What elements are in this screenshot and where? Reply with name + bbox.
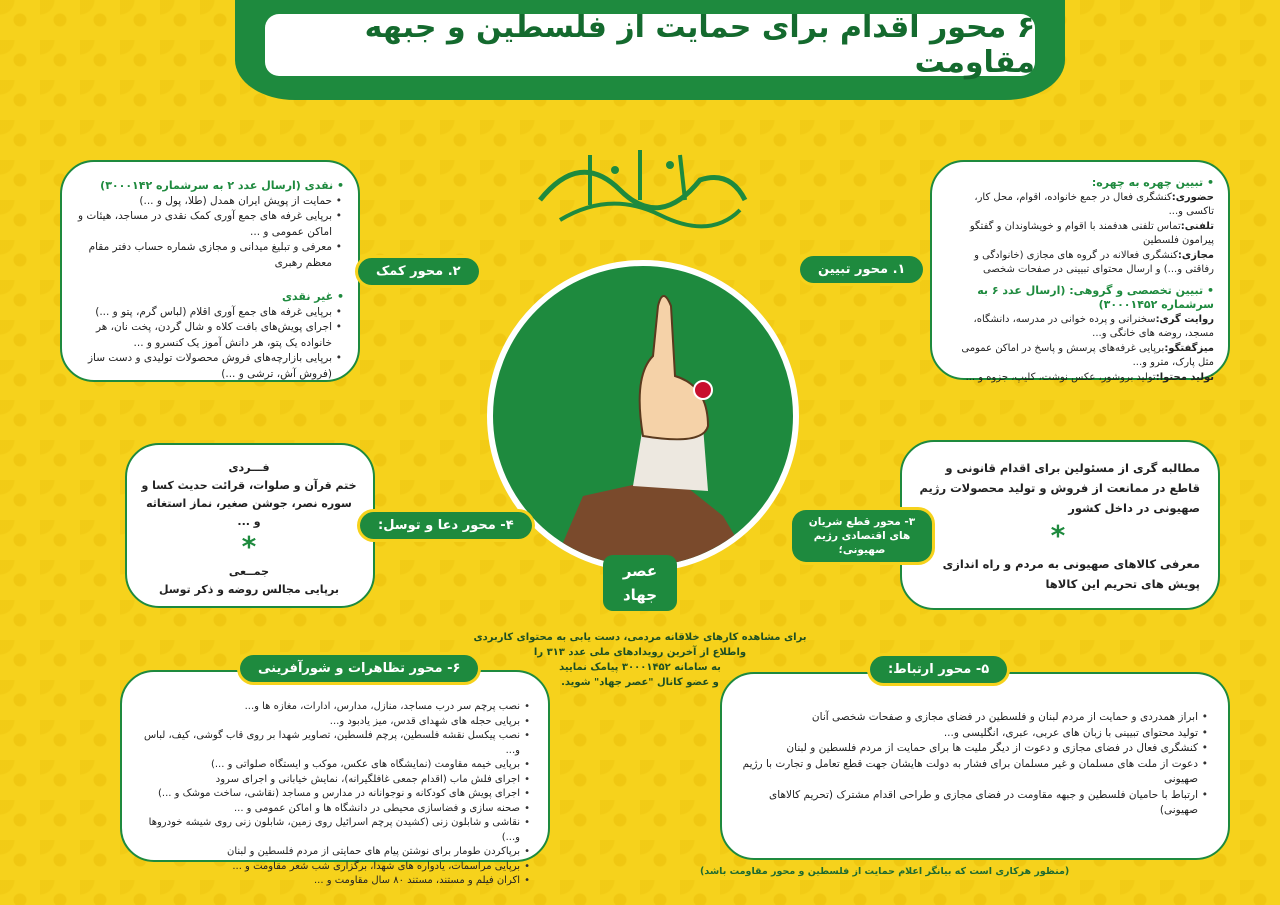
list-item: • نصب پیکسل نقشه فلسطین، پرچم فلسطین، تصاویر شهدا بر روی قاب گوشی، کیف، لباس و... [134,729,520,758]
axis4-heading-2: جمــعی [228,565,270,578]
center-text-line: و عضو کانال "عصر جهاد" شوید. [561,677,719,688]
list-item: • اجرای پویش‌های بافت کلاه و شال گردن، پخت نان، هر خانواده یک پتو، هر دانش آموز یک کنسرو و ... [74,320,332,351]
title-panel [265,10,1035,80]
list-item: • برپاکردن طومار برای نوشتن پیام های حمایتی از مردم فلسطین و لبنان [134,845,520,860]
axis4-box [125,443,375,608]
list-item: • تولید محتوای تبیینی با زبان های عربی، عبری، انگلیسی و... [736,726,1198,742]
axis2-box [60,160,360,382]
center-text-line: به سامانه ۳۰۰۰۱۴۵۲ پیامک نمایید [559,662,721,673]
axis6-box [120,670,550,886]
axis1-heading-2: • تبیین تخصصی و گروهی: (ارسال عدد ۶ به سرشماره ۳۰۰۰۱۴۵۲) [977,283,1214,311]
star-divider: * [1050,519,1066,552]
list-item: • اجرای فلش ماب (اقدام جمعی غافلگیرانه)، نمایش خیابانی و اجرای سرود [134,773,520,788]
list-item: • دعوت از ملت های مسلمان و غیر مسلمان برای فشار به دولت هایشان جهت قطع تعامل و تجارت با رژیم صهیونی [736,757,1198,788]
center-circle [487,260,799,572]
axis1-row: تلفنی:تماس تلفنی هدفمند با اقوام و خویشاوندان و گفتگو پیرامون فلسطین [969,220,1214,246]
axis4-heading-1: فـــردی [228,461,270,474]
logo-line-1: عصر [622,562,658,580]
logo-line-2: جهاد [622,586,658,604]
axis1-row: حضوری:کنشگری فعال در جمع خانواده، اقوام، محل کار، تاکسی و... [974,191,1214,217]
axis1-row: تولید محتوا:تولید بروشور، عکس نوشت، کلیپ، جزوه و ... [965,371,1214,383]
list-item: • معرفی و تبلیغ میدانی و مجازی شماره حساب دفتر مقام معظم رهبری [74,240,332,271]
list-item: • ابراز همدردی و حمایت از مردم لبنان و فلسطین در فضای مجازی و صفحات شخصی آنان [736,710,1198,726]
center-text-line: واطلاع از آخرین رویدادهای ملی عدد ۳۱۳ را [533,647,747,658]
list-item: • برپایی خیمه مقاومت (نمایشگاه های عکس، موکب و ایستگاه صلواتی و ...) [134,758,520,773]
axis1-row: میزگفتگو:برپایی غرفه‌های پرسش و پاسخ در اماکن عمومی مثل پارک، مترو و... [961,342,1214,368]
list-item: • برپایی غرفه های جمع آوری کمک نقدی در مساجد، هیئات و اماکن عمومی و ... [74,209,332,240]
title-banner [235,0,1065,100]
list-item: • نقاشی و شابلون زنی (کشیدن پرچم اسرائیل روی زمین، شابلون زنی روی شیشه خودروها و...) [134,816,520,845]
list-item: • برپایی غرفه های جمع آوری اقلام (لباس گرم، پتو و ...) [74,305,332,321]
axis4-text-1: ختم قرآن و صلوات، قرائت حدیث کسا و سوره نصر، جوشن صغیر، نماز استغاثه و ... [141,479,357,528]
star-divider: * [241,530,257,563]
axis3-box [900,440,1220,610]
axis3-text-1: مطالبه گری از مسئولین برای اقدام قانونی و قاطع در ممانعت از فروش و تولید محصولات رژیم صهیونی در داخل کشور [919,461,1200,515]
axis4-text-2: برپایی مجالس روضه و ذکر توسل [158,583,340,596]
axis2-heading-2: • غیر نقدی [281,290,344,303]
axis1-row: روایت گری:سخنرانی و پرده خوانی در مدرسه، دانشگاه، مسجد، روضه های خانگی و... [973,313,1214,339]
axis6-list [134,700,532,889]
list-item: • اجرای پویش های کودکانه و نوجوانانه در مدارس و مساجد (نقاشی، ساخت موشک و ...) [134,787,520,802]
list-item: • صحنه سازی و فضاسازی محیطی در دانشگاه ها و اماکن عمومی و ... [134,802,520,817]
list-item: • نصب پرچم سر درب مساجد، منازل، مدارس، ادارات، مغازه ها و... [134,700,520,715]
calligraphy-art [520,130,760,240]
axis5-box [720,672,1230,860]
raised-finger-illustration [493,266,793,566]
axis5-list [736,710,1210,819]
axis2-label: ۲. محور کمک [358,258,479,285]
axis1-heading-1: • تبیین چهره به چهره: [1091,176,1214,189]
axis3-label: ۳- محور قطع شریان های اقتصادی رژیم صهیونی؛ [792,510,932,562]
axis5-label: ۵- محور ارتباط: [870,656,1007,683]
list-item: • ارتباط با حامیان فلسطین و جبهه مقاومت در فضای مجازی و طراحی اقدام مشترک (تحریم کالاهای صهیونی) [736,788,1198,819]
list-item: • کنشگری فعال در فضای مجازی و دعوت از دیگر ملیت ها برای حمایت از مردم فلسطین و لبنان [736,741,1198,757]
list-item: • برپایی حجله های شهدای قدس، میز یادبود و... [134,715,520,730]
axis2-list-1 [74,194,344,272]
list-item: • برپایی بازارچه‌های فروش محصولات تولیدی و دست ساز (فروش آش، ترشی و ...) [74,351,332,382]
axis2-heading-1: • نقدی (ارسال عدد ۲ به سرشماره ۳۰۰۰۱۴۲) [100,179,344,192]
asr-jahad-logo [603,555,677,611]
axis1-row: مجازی:کنشگری فعالانه در گروه های مجازی (خانوادگی و رفاقتی و...) و ارسال محتوای تبیینی در صفحات شخصی [974,249,1214,275]
center-text-line: برای مشاهده کارهای خلاقانه مردمی، دست یابی به محتوای کاربردی [473,632,807,643]
list-item: • برپایی مراسمات، یادواره های شهدا، برگزاری شب شعر مقاومت و ... [134,860,520,875]
axis2-list-2 [74,305,344,383]
axis1-box [930,160,1230,383]
list-item: • حمایت از پویش ایران همدل (طلا، پول و ...) [74,194,332,210]
axis1-label: ۱. محور تبیین [800,256,923,283]
axis4-label: ۴- محور دعا و توسل: [360,512,532,539]
footer-note: (منظور هرکاری است که بیانگر اعلام حمایت از فلسطین و محور مقاومت باشد) [700,866,1070,877]
axis6-label: ۶- محور تظاهرات و شورآفرینی [240,655,478,682]
calligraphy [520,130,760,240]
list-item: • اکران فیلم و مستند، مستند ۸۰ سال مقاومت و ... [134,874,520,889]
page-title: ۶ محور اقدام برای حمایت از فلسطین و جبهه مقاومت [364,10,1035,80]
axis3-text-2: معرفی کالاهای صهیونی به مردم و راه اندازی پویش های تحریم این کالاها [942,557,1200,591]
